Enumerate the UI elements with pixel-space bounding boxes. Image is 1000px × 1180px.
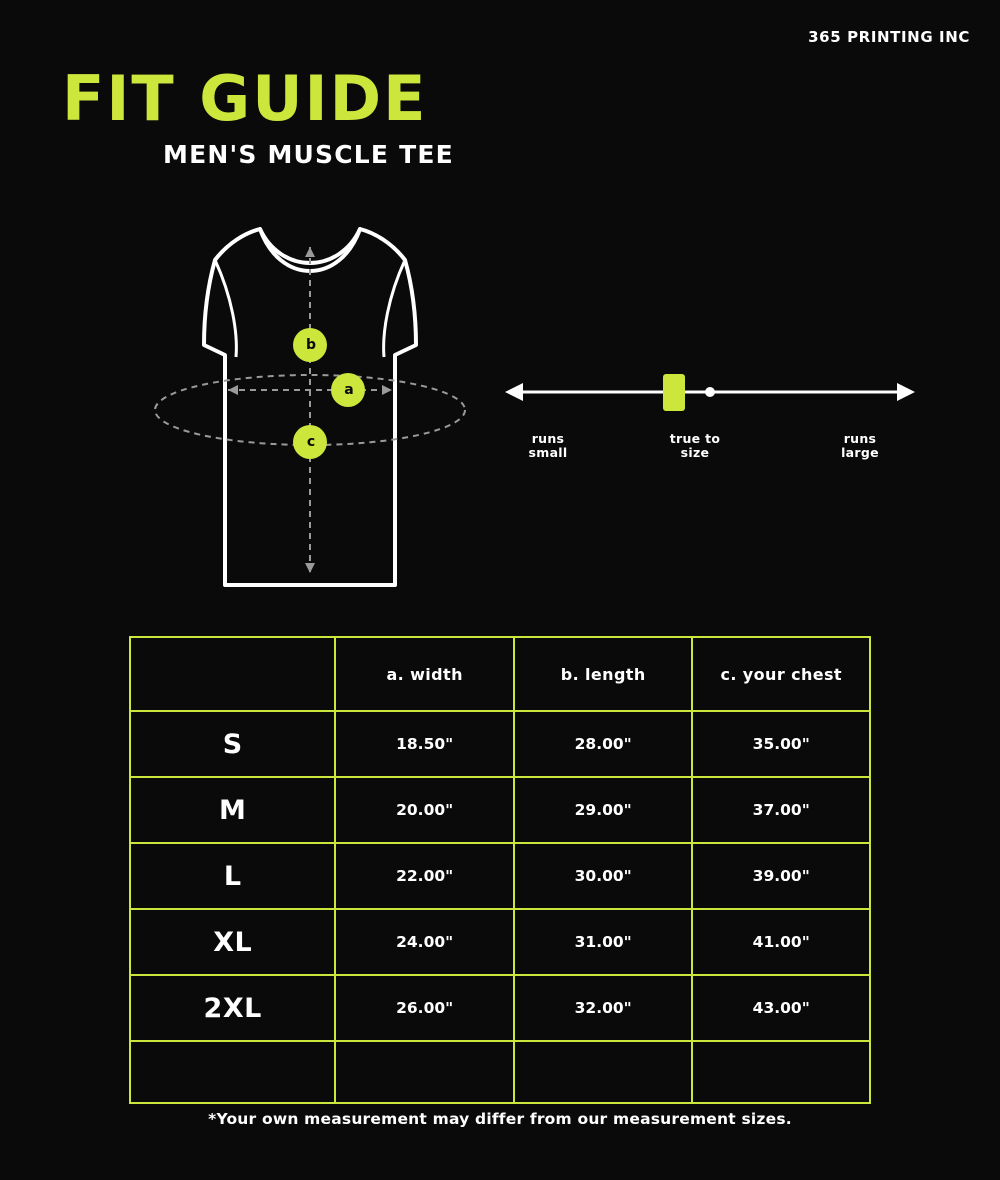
- runs-large-line1: runs: [843, 431, 877, 446]
- cell-length: 29.00": [514, 777, 693, 843]
- page-title: FIT GUIDE: [62, 62, 428, 135]
- table-header-size: [130, 637, 335, 711]
- cell-length: [514, 1041, 693, 1103]
- cell-length: 28.00": [514, 711, 693, 777]
- marker-b-label: b: [305, 337, 317, 353]
- fit-scale-label-runs-small: [503, 432, 593, 461]
- cell-chest: 35.00": [692, 711, 870, 777]
- page-subtitle: MEN'S MUSCLE TEE: [163, 140, 454, 169]
- table-header-row: [130, 637, 870, 711]
- cell-width: 20.00": [335, 777, 514, 843]
- cell-chest: 37.00": [692, 777, 870, 843]
- cell-chest: 39.00": [692, 843, 870, 909]
- cell-chest: [692, 1041, 870, 1103]
- table-row: [130, 975, 870, 1041]
- table-row: [130, 843, 870, 909]
- true-to-size-line1: true to: [669, 431, 721, 446]
- fit-scale-label-runs-large: [815, 432, 905, 461]
- cell-width: 26.00": [335, 975, 514, 1041]
- cell-length: 30.00": [514, 843, 693, 909]
- tee-diagram-svg: [120, 205, 500, 605]
- cell-size: [130, 1041, 335, 1103]
- cell-size: M: [130, 777, 335, 843]
- cell-width: [335, 1041, 514, 1103]
- cell-size: L: [130, 843, 335, 909]
- cell-width: 24.00": [335, 909, 514, 975]
- footnote: *Your own measurement may differ from our measurement sizes.: [208, 1110, 792, 1128]
- cell-size: S: [130, 711, 335, 777]
- table-row: [130, 909, 870, 975]
- cell-length: 32.00": [514, 975, 693, 1041]
- fit-scale-svg: [495, 360, 925, 430]
- fit-scale: [495, 360, 925, 480]
- table-row: [130, 1041, 870, 1103]
- runs-large-line2: large: [841, 445, 879, 461]
- cell-chest: 43.00": [692, 975, 870, 1041]
- table-header-chest: c. your chest: [692, 637, 870, 711]
- muscle-tee-illustration: [120, 205, 500, 605]
- marker-a-label: a: [344, 382, 354, 398]
- table-header-length: b. length: [514, 637, 693, 711]
- arrow-right-icon: [897, 383, 915, 401]
- cell-size: XL: [130, 909, 335, 975]
- brand-label: 365 PRINTING INC: [808, 28, 970, 46]
- table-header-width: a. width: [335, 637, 514, 711]
- cell-size: 2XL: [130, 975, 335, 1041]
- runs-small-line2: small: [528, 445, 568, 461]
- true-to-size-line2: size: [680, 445, 710, 461]
- cell-width: 22.00": [335, 843, 514, 909]
- arrow-left-icon: [505, 383, 523, 401]
- marker-c-label: c: [306, 434, 316, 450]
- fit-scale-label-true-to-size: [650, 432, 740, 461]
- size-chart-table: [129, 636, 871, 1104]
- table-row: [130, 777, 870, 843]
- cell-length: 31.00": [514, 909, 693, 975]
- fit-scale-marker: [663, 374, 685, 411]
- cell-width: 18.50": [335, 711, 514, 777]
- table-row: [130, 711, 870, 777]
- cell-chest: 41.00": [692, 909, 870, 975]
- runs-small-line1: runs: [531, 431, 565, 446]
- fit-scale-dot: [705, 387, 715, 397]
